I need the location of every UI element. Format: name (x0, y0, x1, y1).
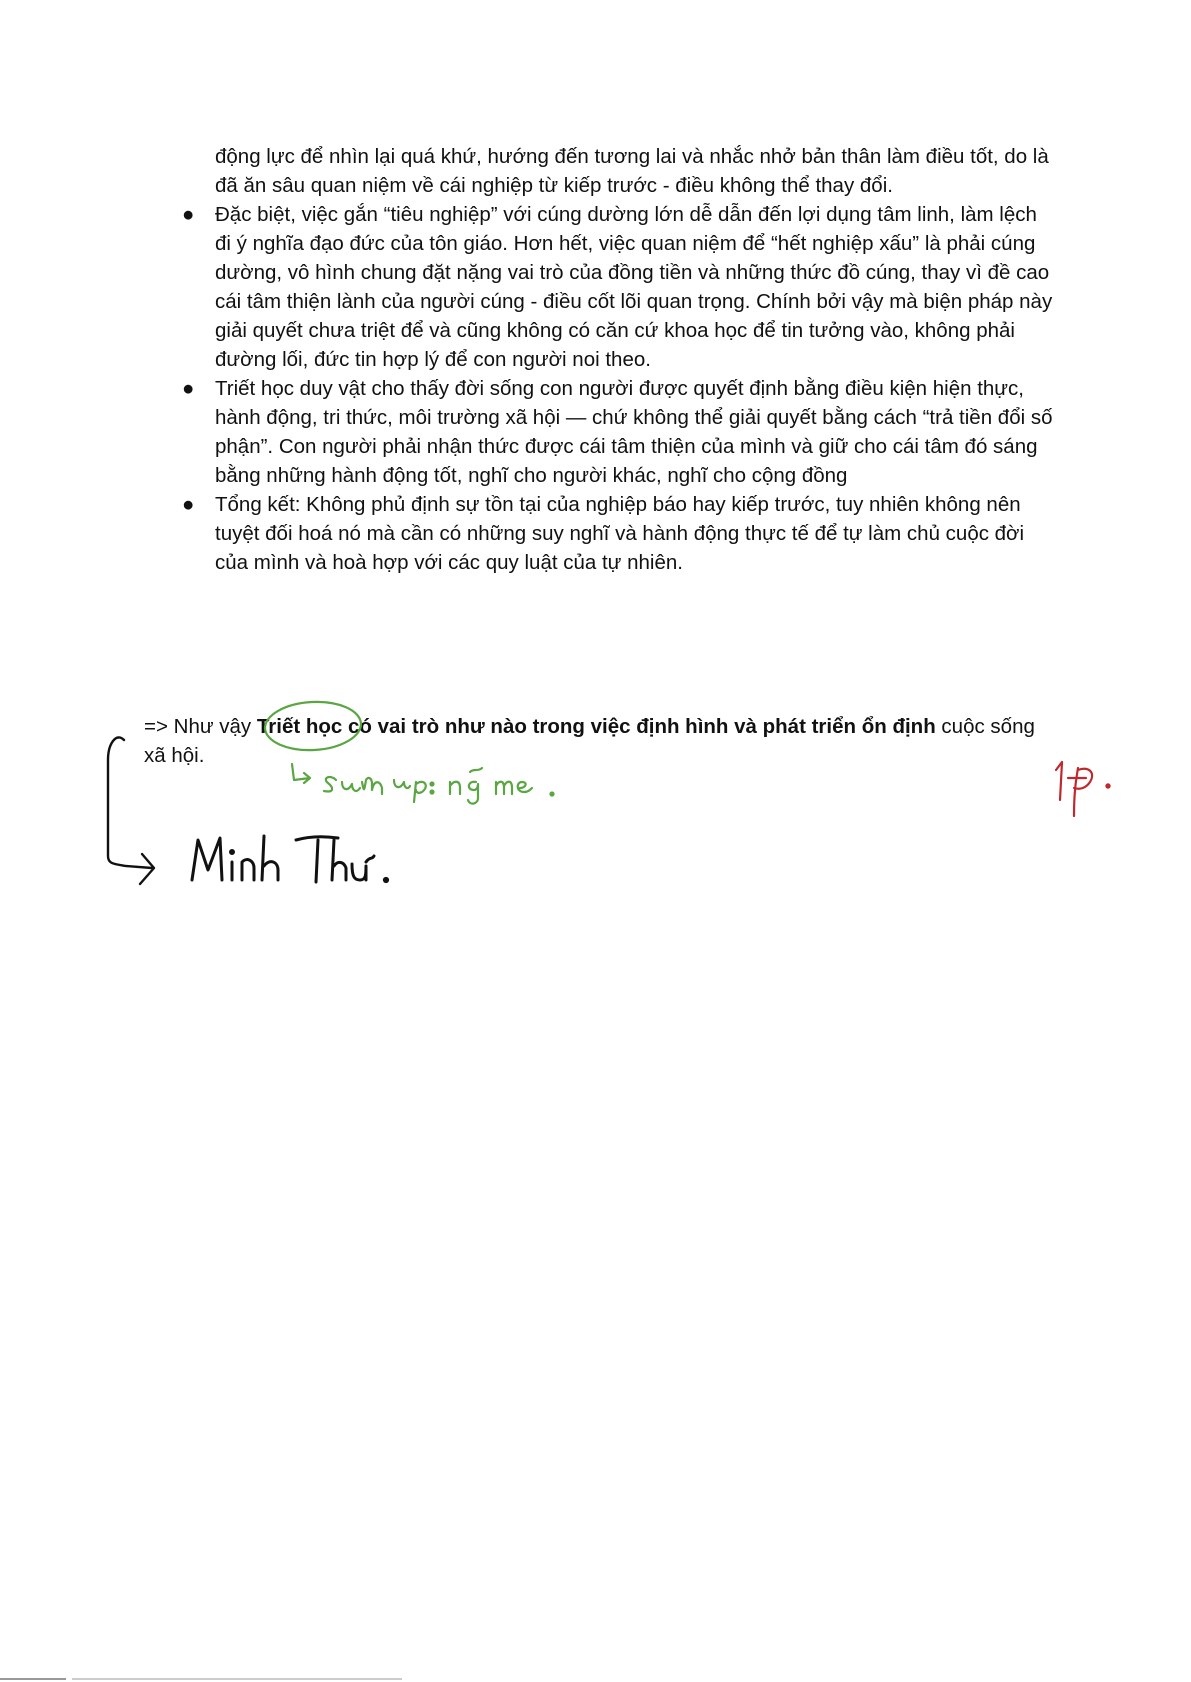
bullet-text: Triết học duy vật cho thấy đời sống con người được quyết định bằng điều kiện hiện thực, hành động, tri thức, môi trường xã hội — chứ không thể giải quyết bằng cách “trả tiền đổi số phận”. Con người phải nhận thức được cái tâm thiện của mình và giữ cho cái tâm đó sáng bằng những hành động tốt, nghĩ cho người khác, nghĩ cho cộng đồng (215, 377, 1053, 487)
list-item (182, 490, 1055, 577)
signature-drawing (192, 836, 388, 882)
red-grade-mark (1056, 762, 1110, 816)
conclusion-prefix: => Như vậy (144, 715, 257, 738)
bullet-list (182, 200, 1055, 577)
bullet-icon: ● (182, 493, 195, 516)
conclusion-paragraph (144, 712, 1056, 770)
bullet-text: Tổng kết: Không phủ định sự tồn tại của nghiệp báo hay kiếp trước, tuy nhiên không nên tuyệt đối hoá nó mà cần có những suy nghĩ và hành động thực tế để tự làm chủ cuộc đời của mình và hoà hợp với các quy luật của tự nhiên. (215, 493, 1025, 574)
bottom-edge-strip (0, 1676, 1191, 1682)
conclusion-suffix: cuộc sống xã hội. (144, 715, 1035, 767)
bullet-icon: ● (182, 377, 195, 400)
list-item (182, 374, 1055, 490)
bullet-text: Đặc biệt, việc gắn “tiêu nghiệp” với cúng dường lớn dễ dẫn đến lợi dụng tâm linh, làm lệch đi ý nghĩa đạo đức của tôn giáo. Hơn hết, việc quan niệm để “hết nghiệp xấu” là phải cúng dường, vô hình chung đặt nặng vai trò của đồng tiền và những thức đồ cúng, thay vì đề cao cái tâm thiện lành của người cúng - điều cốt lõi quan trọng. Chính bởi vậy mà biện pháp này giải quyết chưa triệt để và cũng không có căn cứ khoa học để tin tưởng vào, không phải đường lối, đức tin hợp lý để con người noi theo. (215, 203, 1053, 371)
continuation-paragraph: động lực để nhìn lại quá khứ, hướng đến tương lai và nhắc nhở bản thân làm điều tốt, do là đã ăn sâu quan niệm về cái nghiệp từ kiếp trước - điều không thể thay đổi. (215, 145, 1049, 197)
conclusion-bold: Triết học có vai trò như nào trong việc định hình và phát triển ổn định (256, 715, 936, 738)
list-item (182, 200, 1055, 374)
bullet-icon: ● (182, 203, 195, 226)
